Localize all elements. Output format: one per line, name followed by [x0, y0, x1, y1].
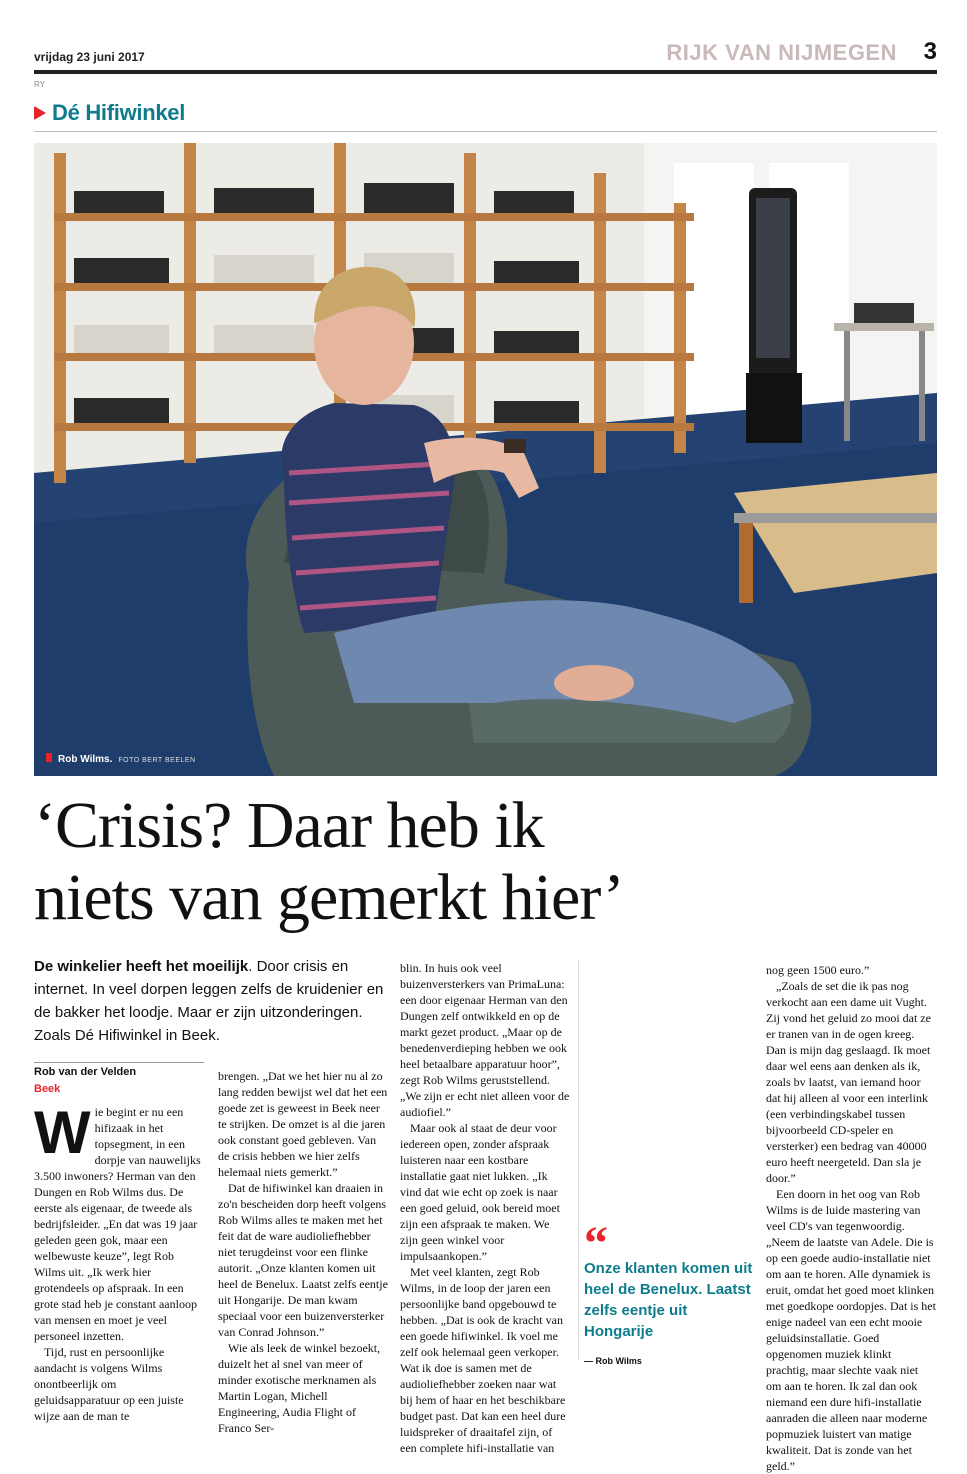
drop-cap: W: [34, 1099, 91, 1166]
paragraph: Wie als leek de winkel bezoekt, duizelt het al snel van meer of minder exotische merknamen als Martin Logan, Michell Engineering, Audia Flight of Franco Ser-: [218, 1341, 381, 1435]
paragraph: Tijd, rust en persoonlijke aandacht is volgens Wilms onontbeerlijk om geluidsapparatuur op een juiste wijze aan de man te: [34, 1345, 184, 1423]
byline-rule: [34, 1062, 204, 1063]
paragraph: Dat de hifiwinkel kan draaien in zo'n bescheiden dorp heeft volgens Rob Wilms alles te maken met het feit dat de ware audioliefhebber niet terugdeinst voor een flinke autorit. „Onze klanten komen uit heel de Benelux. Laatst zelfs eentje uit Hongarije. De man kwam speciaal voor een buizenversterker van Conrad Johnson.”: [218, 1181, 388, 1339]
column-divider: [578, 960, 579, 1360]
paragraph-text: ie begint er nu een hifizaak in het topsegment, in een dorpje van nauwelijks 3.500 inwoners? Herman van den Dungen en Rob Wilms dus. De eerste als eigenaar, de tweede als bedrijfsleider. „En dat was 19 jaar geleden geen gok, maar een welbewuste keuze”, legt Rob Wilms uit. „Ik werk hier grotendeels op afspraak. In een grote stad heb je constant aanloop van mensen en moet je veel personeel inzetten.: [34, 1105, 201, 1343]
headline-line-1: ‘Crisis? Daar heb ik: [34, 789, 544, 862]
photo-illustration: [34, 143, 937, 776]
pull-quote-text: Onze klanten komen uit heel de Benelux. Laatst zelfs eentje uit Hongarije: [584, 1260, 753, 1340]
paragraph: Een doorn in het oog van Rob Wilms is de luide mastering van veel CD's van tegenwoordig. „Neem de laatste van Adele. Die is op een goede audio-installatie niet om aan te horen. Alle dynamiek is eruit, omdat het goed moet klinken met goedkope oordopjes. Dat is het enige nadeel van een echt mooie geluidsinstallatie. Goed opgenomen muziek klinkt prachtig, maar slechte vaak niet om aan te horen. Ik zal dan ook niemand een dure hifi-installatie aanraden die alleen naar moderne popmuziek luistert van matige kwaliteit. Dat is zonde van het geld.”: [766, 1187, 936, 1473]
intro-rest: . Door crisis en internet. In veel dorpen leggen zelfs de kruidenier en de bakker het loodje. Maar er zijn uitzonderingen. Zoals Dé Hifiwinkel in Beek.: [34, 958, 384, 1044]
issue-date: vrijdag 23 juni 2017: [34, 50, 145, 64]
section-tag: [34, 100, 185, 126]
paragraph: [34, 1099, 204, 1344]
headline: [34, 790, 934, 934]
caption-name: Rob Wilms.: [58, 754, 113, 765]
photo-caption: [46, 753, 196, 765]
article-column-3: [400, 960, 570, 1456]
section-arrow-icon: [34, 106, 46, 120]
article-column-1: [34, 1099, 204, 1424]
pull-quote: [584, 1217, 754, 1366]
byline-author: Rob van der Velden: [34, 1066, 137, 1078]
intro-text: [34, 955, 394, 1047]
paragraph: Met veel klanten, zegt Rob Wilms, in de loop der jaren een persoonlijke band opgebouwd te hebben. „Dat is ook de kracht van een goede hifiwinkel. Ik voel me zelf ook helemaal geen verkoper. Wat ik doe is samen met de audioliefhebber zoeken naar wat bij hem of haar en het beschikbare budget past. Dat kan een heel dure luidspreker of draaitafel zijn, of een complete hifi-installatie van: [400, 1265, 566, 1455]
pull-quote-author: — Rob Wilms: [584, 1356, 642, 1366]
paragraph: Maar ook al staat de deur voor iedereen open, zonder afspraak luisteren naar een kostbare installatie gaat niet lukken. „Ik vind dat wie echt op zoek is naar een goed geluid, ook bereid moet zijn een afspraak te maken. We zijn geen winkel voor impulsaankopen.”: [400, 1121, 560, 1263]
paragraph: blin. In huis ook veel buizenversterkers van PrimaLuna: een door eigenaar Herman van den Dungen zelf ontwikkeld en op de markt gezet product. „Maar op de benedenverdieping hebben we ook heel betaalbare apparatuur hoor”, zegt Rob Wilms geruststellend. „We zijn er echt niet alleen voor de audiofiel.”: [400, 961, 570, 1119]
paragraph: „Zoals de set die ik pas nog verkocht aan een dame uit Vught. Zij vond het geluid zo mooi dat ze er tranen van in de ogen kreeg. Dan is mijn dag geslaagd. Ik moet daar wel eens aan denken als ik, zoals bv laatst, van iemand hoor dat hij alleen al voor een interlink (een verbindingskabel tussen bijvoorbeeld CD-speler en versterker) een bedrag van 40000 euro heeft neergeteld. Dan sla je door.”: [766, 979, 931, 1185]
quote-mark-icon: “: [584, 1217, 608, 1270]
paragraph: nog geen 1500 euro.”: [766, 963, 870, 977]
article-column-5: [766, 962, 936, 1474]
article-column-2: [218, 1068, 388, 1436]
intro-lead: De winkelier heeft het moeilijk: [34, 958, 249, 975]
edition-code: RY: [34, 80, 45, 89]
paper-name: RIJK VAN NIJMEGEN: [666, 40, 897, 65]
caption-credit: FOTO BERT BEELEN: [118, 757, 196, 764]
headline-line-2: niets van gemerkt hier’: [34, 861, 624, 934]
main-photo: [34, 143, 937, 776]
section-label: Dé Hifiwinkel: [52, 100, 186, 125]
caption-marker-icon: [46, 753, 52, 762]
paragraph: brengen. „Dat we het hier nu al zo lang redden bewijst wel dat het een goede zet is geweest in Beek neer te strijken. De omzet is al die jaren ook constant goed gebleven. Van de crisis hebben we hier zelfs helemaal niets gemerkt.”: [218, 1069, 388, 1179]
page-number: 3: [923, 38, 937, 65]
byline-place: Beek: [34, 1083, 61, 1095]
header-rule: [34, 70, 937, 74]
section-rule: [34, 131, 937, 132]
